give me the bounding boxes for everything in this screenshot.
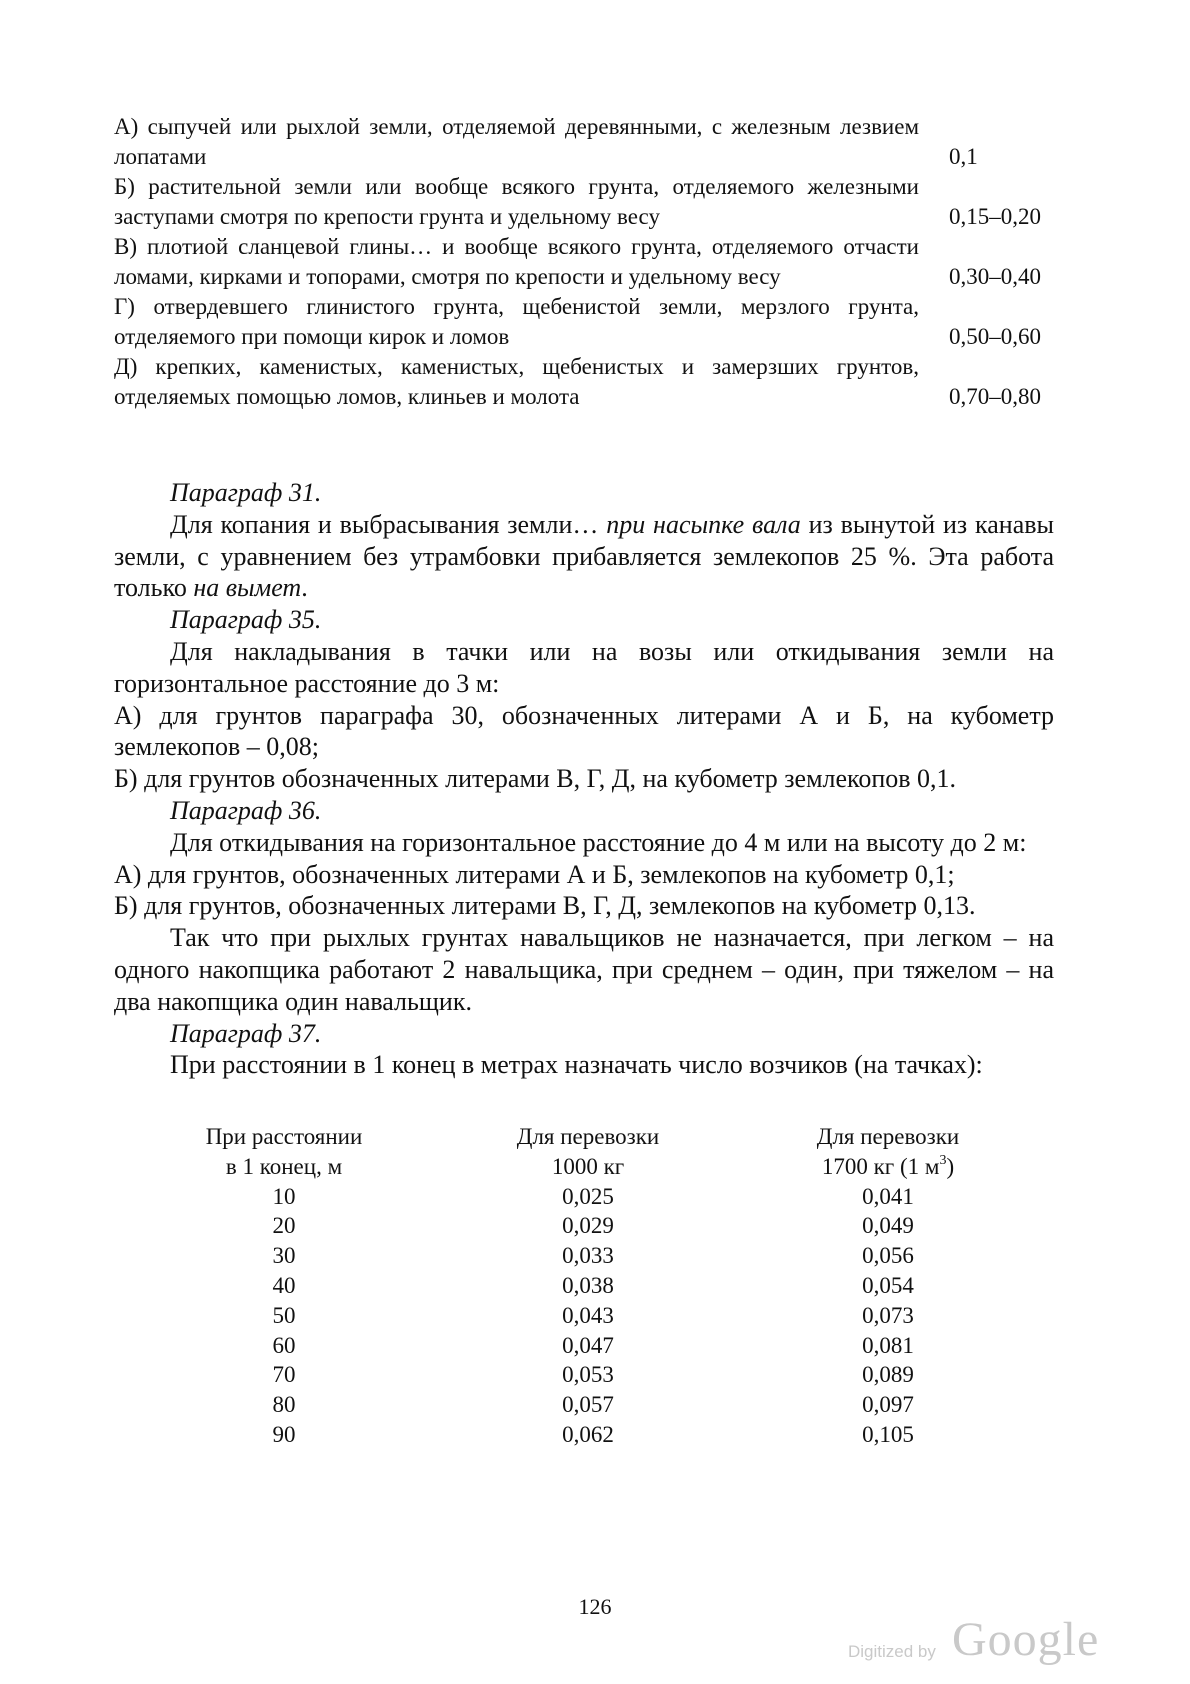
table-cell: 0,057 bbox=[562, 1392, 614, 1418]
table-row bbox=[114, 1331, 1054, 1361]
coefficient-value: 0,15–0,20 bbox=[949, 204, 1041, 229]
hauler-count-table bbox=[114, 1122, 1054, 1450]
coefficient-text: В) плотиой сланцевой глины… и вообще всякого грунта, отделяемого отчасти ломами, кирками и топорами, смотря по крепости и удельному весу bbox=[114, 234, 919, 289]
paragraph-36-item-b: Б) для грунтов, обозначенных литерами В, Г, Д, землекопов на кубометр 0,13. bbox=[114, 891, 976, 921]
table-row bbox=[114, 1420, 1054, 1450]
paragraph-36-item-a: А) для грунтов, обозначенных литерами А и Б, землекопов на кубометр 0,1; bbox=[114, 859, 955, 889]
header-line: 1700 кг (1 м bbox=[821, 1153, 940, 1179]
table-cell: 30 bbox=[272, 1243, 296, 1269]
header-line: ) bbox=[946, 1153, 955, 1179]
coefficient-text: Д) крепких, каменистых, каменистых, щебенистых и замерзших грунтов, отделяемых помощью ломов, клиньев и молота bbox=[114, 354, 919, 409]
column-header-1700kg bbox=[722, 1122, 1054, 1152]
table-row bbox=[114, 1271, 1054, 1301]
table-row bbox=[114, 1211, 1054, 1241]
google-logo: Google bbox=[952, 1613, 1100, 1666]
table-cell: 0,038 bbox=[562, 1272, 614, 1298]
table-cell: 0,029 bbox=[562, 1213, 614, 1239]
main-text bbox=[114, 477, 1054, 1081]
text-span: . bbox=[301, 573, 308, 603]
soil-coefficient-list bbox=[114, 112, 1054, 412]
paragraph-36-note: Так что при рыхлых грунтах навальщиков не назначается, при легком – на одного накопщика работают 2 навальщика, при среднем – один, при тяжелом – на два накопщика один навальщик. bbox=[114, 923, 1054, 1016]
table-cell: 0,053 bbox=[562, 1362, 614, 1388]
column-header-distance-unit bbox=[114, 1152, 454, 1182]
paragraph-35-item-b: Б) для грунтов обозначенных литерами В, Г, Д, на кубометр землекопов 0,1. bbox=[114, 764, 957, 794]
header-line: 1000 кг bbox=[551, 1153, 625, 1179]
table-cell: 0,073 bbox=[862, 1302, 914, 1328]
header-line: Для перевозки bbox=[816, 1124, 960, 1149]
table-cell: 70 bbox=[272, 1362, 296, 1388]
section-heading-37: Параграф 37. bbox=[170, 1018, 322, 1048]
table-cell: 0,033 bbox=[562, 1243, 614, 1269]
column-header-1700kg-unit bbox=[722, 1152, 1054, 1182]
table-cell: 0,054 bbox=[862, 1272, 914, 1298]
table-cell: 0,062 bbox=[562, 1421, 614, 1447]
digitized-by-google-watermark bbox=[848, 1612, 1098, 1672]
table-cell: 0,049 bbox=[862, 1213, 914, 1239]
page-number: 126 bbox=[578, 1594, 612, 1619]
table-cell: 60 bbox=[272, 1332, 296, 1358]
watermark-caption: Digitized by bbox=[848, 1642, 936, 1661]
coefficient-row-g bbox=[114, 292, 1054, 352]
coefficient-value: 0,1 bbox=[949, 144, 978, 169]
table-cell: 0,043 bbox=[562, 1302, 614, 1328]
coefficient-text: Б) растительной земли или вообще всякого грунта, отделяемого железными заступами смотря по крепости грунта и удельному весу bbox=[114, 174, 919, 229]
table-cell: 0,041 bbox=[862, 1183, 914, 1209]
coefficient-text: А) сыпучей или рыхлой земли, отделяемой деревянными, с железным лезвием лопатами bbox=[114, 114, 919, 169]
table-row bbox=[114, 1301, 1054, 1331]
paragraph-36-intro: Для откидывания на горизонтальное расстояние до 4 м или на высоту до 2 м: bbox=[170, 827, 1027, 857]
table-body bbox=[114, 1182, 1054, 1450]
table-cell: 90 bbox=[272, 1421, 296, 1447]
paragraph-35-item-a: А) для грунтов параграфа 30, обозначенных литерами А и Б, на кубометр землекопов – 0,08; bbox=[114, 700, 1054, 762]
table-cell: 50 bbox=[272, 1302, 296, 1328]
table-cell: 0,089 bbox=[862, 1362, 914, 1388]
table-cell: 0,097 bbox=[862, 1392, 914, 1418]
paragraph-31-text bbox=[114, 509, 1054, 604]
table-cell: 0,105 bbox=[862, 1421, 914, 1447]
superscript: 3 bbox=[939, 1152, 947, 1168]
section-heading-31: Параграф 31. bbox=[170, 478, 322, 507]
column-header-distance bbox=[114, 1122, 454, 1152]
coefficient-value: 0,70–0,80 bbox=[949, 384, 1041, 409]
coefficient-value: 0,30–0,40 bbox=[949, 264, 1041, 289]
coefficient-row-d bbox=[114, 352, 1054, 412]
column-header-1000kg bbox=[454, 1122, 722, 1152]
coefficient-row-a bbox=[114, 112, 1054, 172]
table-header bbox=[114, 1122, 1054, 1182]
emphasis-text: на вымет bbox=[193, 573, 302, 603]
table-row bbox=[114, 1241, 1054, 1271]
table-row bbox=[114, 1390, 1054, 1420]
table-cell: 10 bbox=[272, 1183, 296, 1209]
section-heading-36: Параграф 36. bbox=[170, 795, 322, 825]
paragraph-35-intro: Для накладывания в тачки или на возы или откидывания земли на горизонтальное расстояние до 3 м: bbox=[114, 636, 1054, 698]
table-cell: 0,025 bbox=[562, 1183, 614, 1209]
column-header-1000kg-unit bbox=[454, 1152, 722, 1182]
table-cell: 0,081 bbox=[862, 1332, 914, 1358]
table-row bbox=[114, 1182, 1054, 1212]
table-row bbox=[114, 1360, 1054, 1390]
header-line: При расстоянии bbox=[205, 1124, 363, 1149]
emphasis-text: при насыпке вала bbox=[606, 509, 801, 539]
coefficient-row-v bbox=[114, 232, 1054, 292]
table-cell: 40 bbox=[272, 1272, 296, 1298]
header-line: Для перевозки bbox=[516, 1124, 660, 1149]
table-cell: 20 bbox=[272, 1213, 296, 1239]
section-heading-35: Параграф 35. bbox=[170, 605, 322, 635]
text-span: из вынутой из канавы земли, с уравнением без утрамбовки прибавляется землекопов 25 %. Эта работа только bbox=[114, 509, 1054, 603]
text-span: Для копания и выбрасывания земли… bbox=[170, 509, 607, 539]
table-cell: 80 bbox=[272, 1392, 296, 1418]
paragraph-37-intro: При расстоянии в 1 конец в метрах назначать число возчиков (на тачках): bbox=[170, 1050, 983, 1080]
coefficient-text: Г) отвердевшего глинистого грунта, щебенистой земли, мерзлого грунта, отделяемого при помощи кирок и ломов bbox=[114, 294, 919, 349]
coefficient-value: 0,50–0,60 bbox=[949, 324, 1041, 349]
coefficient-row-b bbox=[114, 172, 1054, 232]
table-cell: 0,056 bbox=[862, 1243, 914, 1269]
header-line: в 1 конец, м bbox=[225, 1153, 343, 1179]
table-cell: 0,047 bbox=[562, 1332, 614, 1358]
